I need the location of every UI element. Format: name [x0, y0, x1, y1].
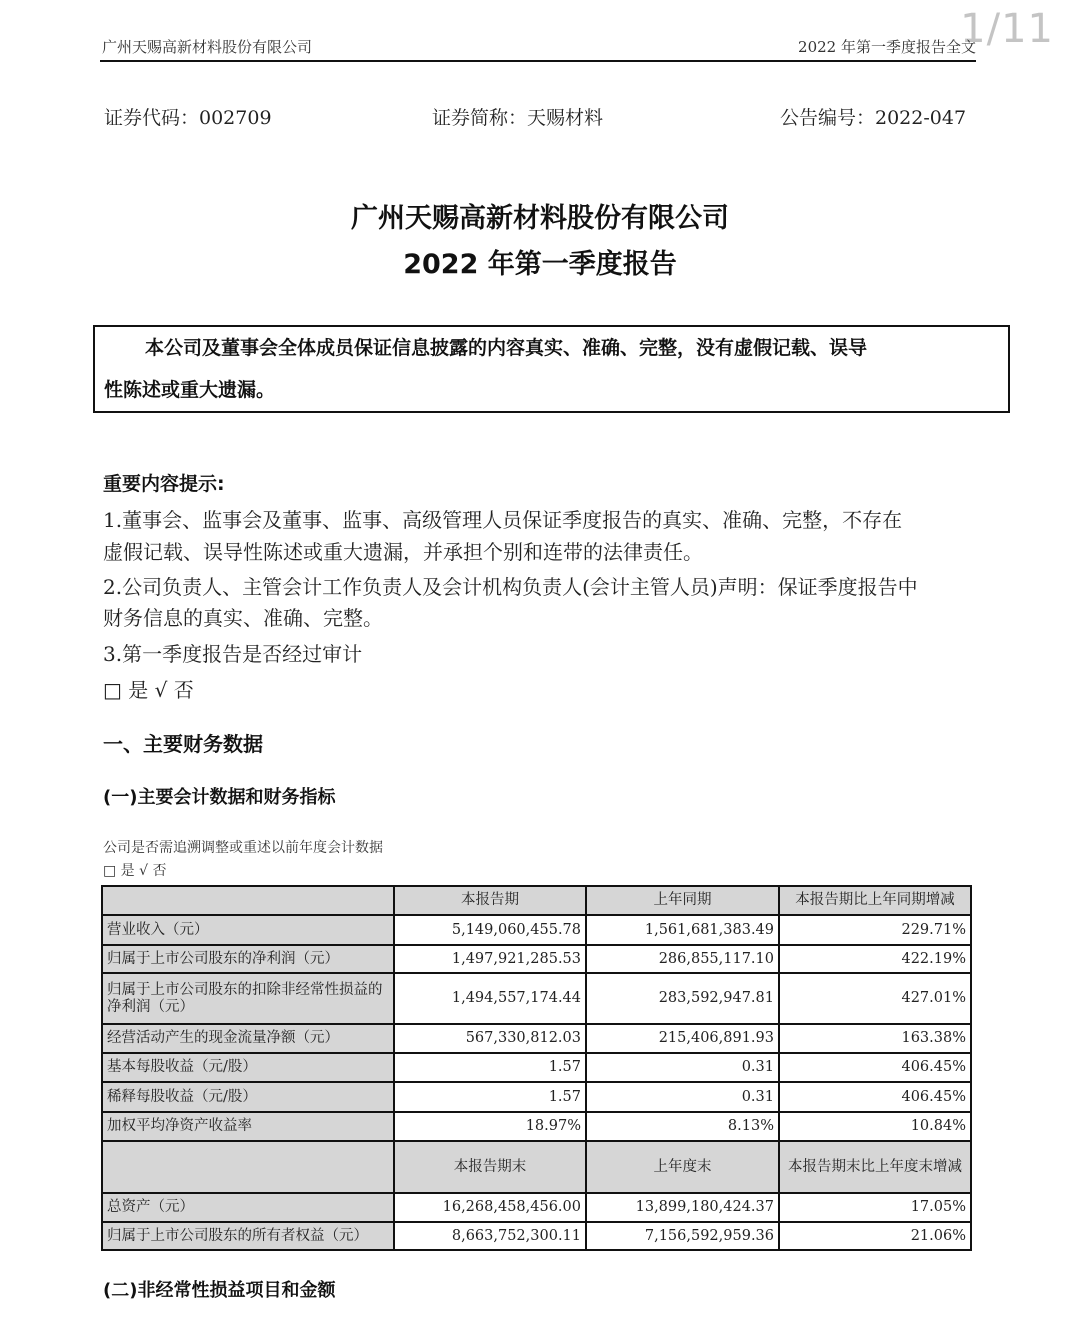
important-item-1-line-2: 虚假记载、误导性陈述或重大遗漏，并承担个别和连带的法律责任。 [103, 540, 703, 564]
value-cell: 10.84% [779, 1112, 971, 1141]
value-cell: 567,330,812.03 [394, 1024, 586, 1053]
table-row [102, 945, 971, 973]
value-cell: 8.13% [586, 1112, 779, 1141]
running-header-company: 广州天赐高新材料股份有限公司 [102, 38, 313, 56]
column-header: 上年同期 [586, 886, 779, 915]
value-cell: 0.31 [586, 1082, 779, 1112]
page-counter: 1/11 [960, 6, 1054, 52]
column-header: 上年度末 [586, 1141, 779, 1193]
value-cell: 7,156,592,959.36 [586, 1222, 779, 1250]
row-label: 经营活动产生的现金流量净额（元） [102, 1024, 394, 1053]
table-header-row-period [102, 886, 971, 915]
value-cell: 21.06% [779, 1222, 971, 1250]
value-cell: 215,406,891.93 [586, 1024, 779, 1053]
row-label: 营业收入（元） [102, 915, 394, 945]
column-header: 本报告期 [394, 886, 586, 915]
table-row [102, 1222, 971, 1250]
value-cell: 0.31 [586, 1053, 779, 1082]
stock-code: 证券代码：002709 [104, 107, 272, 129]
subsection-heading-accounting-data: (一)主要会计数据和财务指标 [103, 787, 336, 808]
column-header: 本报告期末 [394, 1141, 586, 1193]
value-cell: 5,149,060,455.78 [394, 915, 586, 945]
value-cell: 406.45% [779, 1053, 971, 1082]
important-item-2-line-1: 2.公司负责人、主管会计工作负责人及会计机构负责人(会计主管人员)声明：保证季度报告中 [103, 575, 918, 599]
report-title: 2022 年第一季度报告 [403, 249, 677, 280]
value-cell: 406.45% [779, 1082, 971, 1112]
important-item-1-line-1: 1.董事会、监事会及董事、监事、高级管理人员保证季度报告的真实、准确、完整，不存在 [103, 508, 903, 532]
value-cell: 18.97% [394, 1112, 586, 1141]
announcement-number: 公告编号：2022-047 [780, 107, 967, 129]
value-cell: 17.05% [779, 1193, 971, 1222]
disclosure-notice-box [93, 325, 1010, 413]
row-label: 总资产（元） [102, 1193, 394, 1222]
row-label: 归属于上市公司股东的所有者权益（元） [102, 1222, 394, 1250]
value-cell: 1.57 [394, 1053, 586, 1082]
table-row [102, 1112, 971, 1141]
important-item-2-line-2: 财务信息的真实、准确、完整。 [103, 606, 383, 630]
subsection-heading-non-recurring: (二)非经常性损益项目和金额 [103, 1280, 336, 1301]
row-label: 归属于上市公司股东的净利润（元） [102, 945, 394, 973]
column-header: 本报告期比上年同期增减 [779, 886, 971, 915]
restatement-choice: □ 是 √ 否 [103, 863, 167, 879]
table-row [102, 1193, 971, 1222]
value-cell: 8,663,752,300.11 [394, 1222, 586, 1250]
notice-line-1: 本公司及董事会全体成员保证信息披露的内容真实、准确、完整，没有虚假记载、误导 [145, 337, 868, 359]
table-row [102, 973, 971, 1024]
value-cell: 283,592,947.81 [586, 973, 779, 1024]
audit-choice: □ 是 √ 否 [103, 678, 194, 702]
table-row [102, 1053, 971, 1082]
value-cell: 1,494,557,174.44 [394, 973, 586, 1024]
value-cell: 229.71% [779, 915, 971, 945]
value-cell: 13,899,180,424.37 [586, 1193, 779, 1222]
column-header: 本报告期末比上年度末增减 [779, 1141, 971, 1193]
important-heading: 重要内容提示: [103, 473, 225, 495]
table-row [102, 1024, 971, 1053]
restatement-question: 公司是否需追溯调整或重述以前年度会计数据 [103, 840, 383, 856]
value-cell: 16,268,458,456.00 [394, 1193, 586, 1222]
value-cell: 422.19% [779, 945, 971, 973]
value-cell: 163.38% [779, 1024, 971, 1053]
row-label: 加权平均净资产收益率 [102, 1112, 394, 1141]
value-cell: 1,497,921,285.53 [394, 945, 586, 973]
important-item-3: 3.第一季度报告是否经过审计 [103, 642, 363, 666]
value-cell: 286,855,117.10 [586, 945, 779, 973]
row-label: 归属于上市公司股东的扣除非经常性损益的净利润（元） [102, 973, 394, 1024]
financial-data-table [101, 885, 972, 1251]
stock-abbreviation: 证券简称：天赐材料 [432, 107, 604, 129]
notice-line-2: 性陈述或重大遗漏。 [104, 379, 276, 401]
header-blank-cell [102, 886, 394, 915]
header-blank-cell [102, 1141, 394, 1193]
row-label: 基本每股收益（元/股） [102, 1053, 394, 1082]
running-header-report: 2022 年第一季度报告全文 [798, 38, 976, 56]
table-row [102, 915, 971, 945]
table-row [102, 1082, 971, 1112]
value-cell: 1,561,681,383.49 [586, 915, 779, 945]
table-header-row-period-end [102, 1141, 971, 1193]
company-title: 广州天赐高新材料股份有限公司 [351, 203, 729, 234]
row-label: 稀释每股收益（元/股） [102, 1082, 394, 1112]
value-cell: 1.57 [394, 1082, 586, 1112]
section-heading-main-financial-data: 一、主要财务数据 [103, 732, 263, 756]
value-cell: 427.01% [779, 973, 971, 1024]
running-header [100, 38, 976, 62]
